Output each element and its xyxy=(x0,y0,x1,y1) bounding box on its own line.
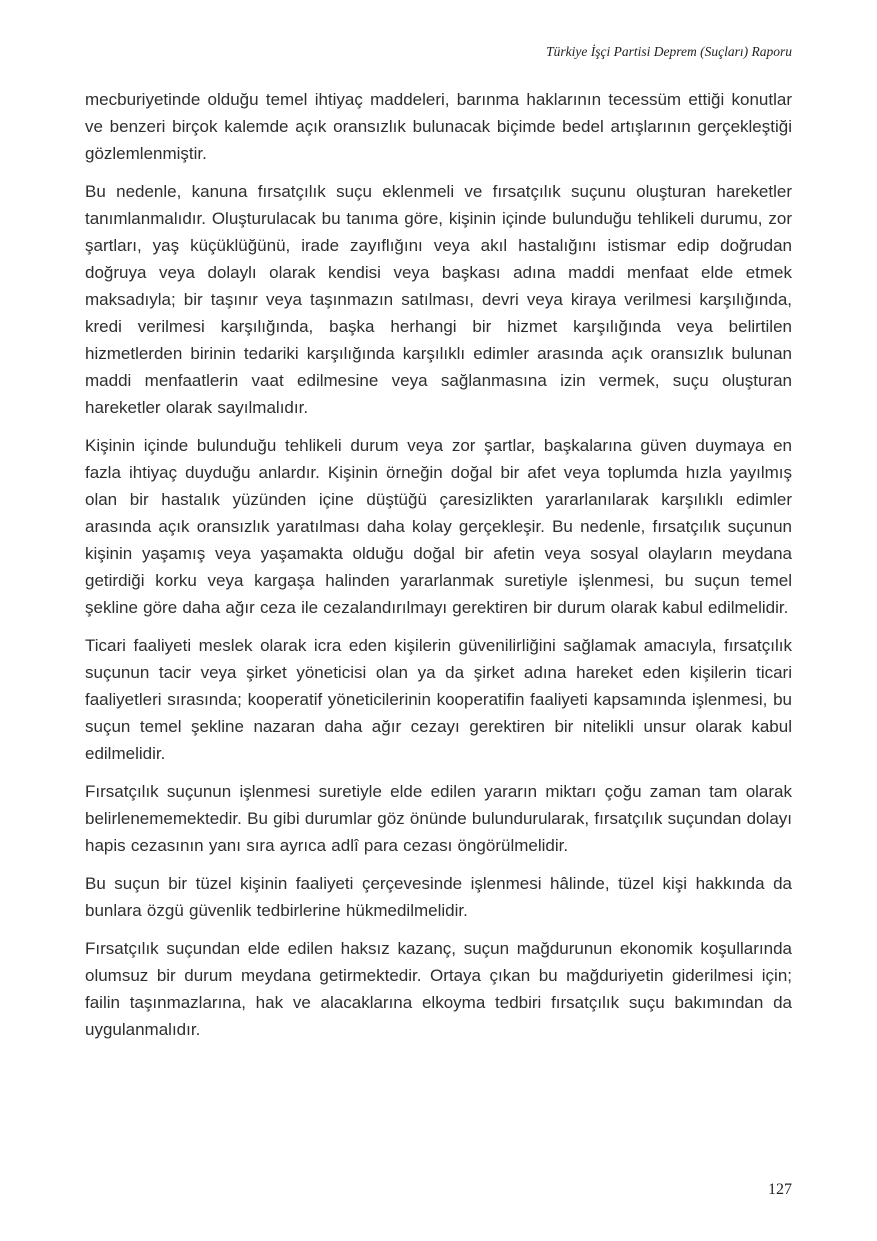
paragraph: Bu nedenle, kanuna fırsatçılık suçu eklenmeli ve fırsatçılık suçunu oluşturan hareketler tanımlanmalıdır. Oluşturulacak bu tanıma göre, kişinin içinde bulunduğu tehlikeli durumu, zor şartları, yaş küçüklüğünü, irade zayıflığını veya akıl hastalığını istismar edip doğrudan doğruya veya dolaylı olarak kendisi veya başkası adına maddi menfaat elde etmek maksadıyla; bir taşınır veya taşınmazın satılması, devri veya kiraya verilmesi karşılığında, kredi verilmesi karşılığında, başka herhangi bir hizmet karşılığında veya belirtilen hizmetlerden birinin tedariki karşılığında karşılıklı edimler arasında açık oransızlık bulunan maddi menfaatlerin vaat edilmesine veya sağlanmasına izin vermek, suçu oluşturan hareketler olarak sayılmalıdır. xyxy=(85,182,792,418)
paragraph: Kişinin içinde bulunduğu tehlikeli durum veya zor şartlar, başkalarına güven duymaya en fazla ihtiyaç duyduğu anlardır. Kişinin örneğin doğal bir afet veya toplumda hızla yayılmış olan bir hastalık yüzünden içine düştüğü çaresizlikten yararlanılarak karşılıklı edimler arasında açık oransızlık yaratılması daha kolay gerçekleşir. Bu nedenle, fırsatçılık suçunun kişinin yaşamış veya yaşamakta olduğu doğal bir afetin veya sosyal olayların meydana getirdiği korku veya kargaşa halinden yararlanmak suretiyle işlenmesi, bu suçun temel şekline göre daha ağır ceza ile cezalandırılmayı gerektiren bir durum olarak kabul edilmelidir. xyxy=(85,436,792,618)
paragraph: Fırsatçılık suçunun işlenmesi suretiyle elde edilen yararın miktarı çoğu zaman tam olarak belirlenememektedir. Bu gibi durumlar göz önünde bulundurularak, fırsatçılık suçundan dolayı hapis cezasının yanı sıra ayrıca adlî para cezası öngörülmelidir. xyxy=(85,782,792,856)
body-text xyxy=(85,86,792,1043)
paragraph: Fırsatçılık suçundan elde edilen haksız kazanç, suçun mağdurunun ekonomik koşullarında olumsuz bir durum meydana getirmektedir. Ortaya çıkan bu mağduriyetin giderilmesi için; failin taşınmazlarına, hak ve alacaklarına elkoyma tedbiri fırsatçılık suçu bakımından da uygulanmalıdır. xyxy=(85,939,792,1040)
paragraph: Ticari faaliyeti meslek olarak icra eden kişilerin güvenilirliğini sağlamak amacıyla, fırsatçılık suçunun tacir veya şirket yöneticisi olan ya da şirket adına hareket eden kişilerin ticari faaliyetleri sırasında; kooperatif yöneticilerinin kooperatifin faaliyeti kapsamında işlenmesi, bu suçun temel şekline nazaran daha ağır cezayı gerektiren bir nitelikli unsur olarak kabul edilmelidir. xyxy=(85,636,792,764)
page-number: 127 xyxy=(768,1181,792,1198)
paragraph: Bu suçun bir tüzel kişinin faaliyeti çerçevesinde işlenmesi hâlinde, tüzel kişi hakkında da bunlara özgü güvenlik tedbirlerine hükmedilmelidir. xyxy=(85,874,792,921)
running-header: Türkiye İşçi Partisi Deprem (Suçları) Raporu xyxy=(546,44,792,59)
paragraph: mecburiyetinde olduğu temel ihtiyaç maddeleri, barınma haklarının tecessüm ettiği konutlar ve benzeri birçok kalemde açık oransızlık bulunacak biçimde bedel artışlarının gerçekleştiği gözlemlenmiştir. xyxy=(85,90,792,164)
